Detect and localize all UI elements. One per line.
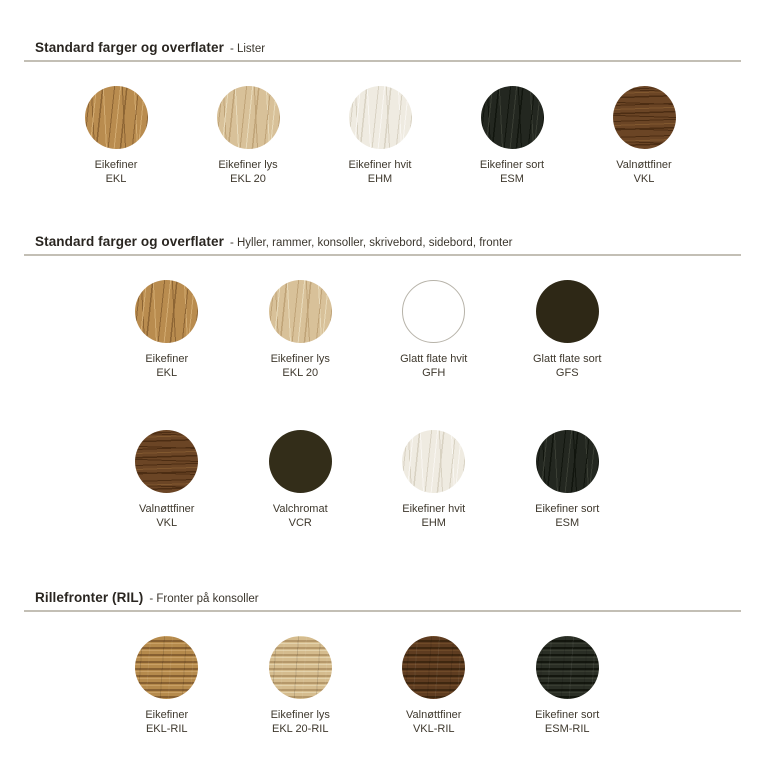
swatch-name: Glatt flate sort <box>533 353 602 365</box>
swatch-name: Eikefiner sort <box>479 159 545 171</box>
swatch-name: Valnøttfiner <box>139 503 195 515</box>
swatch-label <box>271 708 330 736</box>
swatch-code: VKL <box>156 517 178 529</box>
section-title: Rillefronter (RIL) <box>35 590 144 605</box>
finish-swatch <box>234 430 368 530</box>
swatch-code: ESM <box>500 173 524 185</box>
section-title: Standard farger og overflater <box>35 234 224 249</box>
finish-swatch <box>501 636 635 736</box>
swatch-circle <box>402 430 465 493</box>
swatch-name: Glatt flate hvit <box>400 353 468 365</box>
finish-swatch <box>234 636 368 736</box>
swatch-code: GFH <box>422 367 446 379</box>
finish-swatch <box>100 430 234 530</box>
swatch-circle <box>269 430 332 493</box>
swatch-label <box>480 158 544 186</box>
swatch-label <box>273 502 328 530</box>
finish-swatch <box>501 430 635 530</box>
swatch-name: Valchromat <box>272 503 328 515</box>
swatch-rows <box>0 636 778 736</box>
section-divider <box>24 60 741 62</box>
swatch-circle <box>349 86 412 149</box>
swatch-row <box>100 430 634 530</box>
finish-swatch <box>100 280 234 380</box>
swatch-circle <box>402 280 465 343</box>
swatch-name: Eikefiner <box>145 709 189 721</box>
swatch-label <box>616 158 671 186</box>
finish-swatch <box>446 86 578 186</box>
swatch-label <box>218 158 277 186</box>
swatch-code: EKL <box>156 367 178 379</box>
swatch-code: EHM <box>367 173 393 185</box>
swatch-rows <box>0 280 778 530</box>
section-title: Standard farger og overflater <box>35 40 224 55</box>
swatch-circle <box>217 86 280 149</box>
finish-section <box>0 0 778 186</box>
swatch-label <box>349 158 412 186</box>
finish-swatch <box>50 86 182 186</box>
swatch-code: ESM <box>555 517 580 529</box>
swatch-label <box>400 352 467 380</box>
swatch-code: ESM-RIL <box>544 723 590 735</box>
swatch-name: Eikefiner lys <box>270 709 330 721</box>
finish-swatch <box>367 636 501 736</box>
finish-section <box>0 590 778 736</box>
finish-swatch <box>100 636 234 736</box>
swatch-code: EKL <box>105 173 127 185</box>
section-divider <box>24 610 741 612</box>
swatch-name: Eikefiner lys <box>270 353 330 365</box>
swatch-circle <box>269 636 332 699</box>
swatch-row <box>100 280 634 380</box>
section-heading <box>35 40 741 55</box>
finish-section <box>0 234 778 530</box>
swatch-code: VKL <box>633 173 655 185</box>
swatch-circle <box>402 636 465 699</box>
swatch-label <box>406 708 461 736</box>
swatch-name: Eikefiner hvit <box>348 159 412 171</box>
swatch-label <box>145 708 188 736</box>
section-subtitle: - Hyller, rammer, konsoller, skrivebord, sidebord, fronter <box>229 237 513 249</box>
swatch-circle <box>135 430 198 493</box>
swatch-code: EKL-RIL <box>145 723 188 735</box>
swatch-label <box>533 352 601 380</box>
swatch-circle <box>536 430 599 493</box>
swatch-name: Eikefiner hvit <box>402 503 466 515</box>
section-divider <box>24 254 741 256</box>
swatch-name: Eikefiner lys <box>218 159 278 171</box>
swatch-rows <box>0 86 778 186</box>
swatch-circle <box>269 280 332 343</box>
finish-swatch <box>501 280 635 380</box>
swatch-name: Valnøttfiner <box>616 159 672 171</box>
finish-swatch <box>234 280 368 380</box>
swatch-row <box>100 636 634 736</box>
swatch-circle <box>613 86 676 149</box>
section-heading <box>35 590 741 605</box>
swatch-label <box>535 708 599 736</box>
finish-swatch <box>182 86 314 186</box>
swatch-circle <box>135 636 198 699</box>
swatch-code: VCR <box>288 517 312 529</box>
swatch-code: EKL 20 <box>282 367 319 379</box>
swatch-name: Eikefiner <box>145 353 189 365</box>
section-heading <box>35 234 741 249</box>
finish-swatch <box>367 280 501 380</box>
finish-swatch <box>314 86 446 186</box>
swatch-name: Valnøttfiner <box>406 709 462 721</box>
swatch-circle <box>85 86 148 149</box>
finish-swatch <box>367 430 501 530</box>
swatch-code: EHM <box>421 517 446 529</box>
swatch-code: GFS <box>555 367 579 379</box>
section-subtitle: - Fronter på konsoller <box>149 593 259 605</box>
swatch-label <box>95 158 138 186</box>
swatch-label <box>145 352 188 380</box>
swatch-name: Eikefiner <box>94 159 138 171</box>
swatch-label <box>402 502 465 530</box>
swatch-circle <box>536 636 599 699</box>
swatch-code: VKL-RIL <box>412 723 455 735</box>
swatch-label <box>271 352 330 380</box>
swatch-label <box>139 502 194 530</box>
section-subtitle: - Lister <box>229 43 266 55</box>
swatch-name: Eikefiner sort <box>535 709 600 721</box>
swatch-circle <box>536 280 599 343</box>
swatch-circle <box>135 280 198 343</box>
swatch-row <box>50 86 710 186</box>
swatch-name: Eikefiner sort <box>535 503 600 515</box>
swatch-code: EKL 20-RIL <box>272 723 329 735</box>
swatch-circle <box>481 86 544 149</box>
swatch-label <box>535 502 599 530</box>
finish-swatch <box>578 86 710 186</box>
swatch-code: EKL 20 <box>230 173 266 185</box>
